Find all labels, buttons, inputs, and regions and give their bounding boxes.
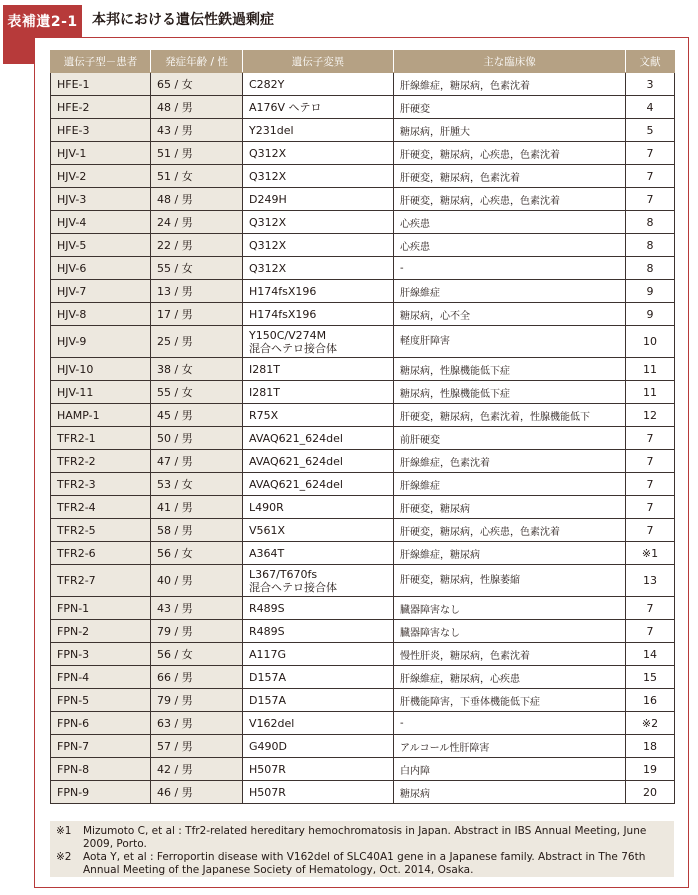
genotype-cell: HJV-5 xyxy=(51,234,151,257)
clinical-features-cell: 前肝硬変 xyxy=(394,427,626,450)
onset-age-sex-cell: 40 / 男 xyxy=(151,565,243,597)
clinical-features-cell: 慢性肝炎，糖尿病，色素沈着 xyxy=(394,643,626,666)
reference-cell: 9 xyxy=(626,303,675,326)
footnote-mark: ※1 xyxy=(56,825,72,837)
table-row xyxy=(51,735,675,758)
genotype-cell: FPN-5 xyxy=(51,689,151,712)
mutation-cell: I281T xyxy=(243,381,394,404)
table-number: 表補遺2-1 xyxy=(7,14,78,30)
onset-age-sex-cell: 38 / 女 xyxy=(151,358,243,381)
clinical-features-cell: 肝硬変，糖尿病，性腺萎縮 xyxy=(394,565,626,597)
onset-age-sex-cell: 56 / 女 xyxy=(151,643,243,666)
mutation-cell xyxy=(243,326,394,358)
reference-cell: 18 xyxy=(626,735,675,758)
mutation-cell: D157A xyxy=(243,689,394,712)
table-number-badge xyxy=(3,5,82,37)
clinical-features-cell: 肝線維症，色素沈着 xyxy=(394,450,626,473)
mutation-cell: Q312X xyxy=(243,142,394,165)
table-row xyxy=(51,597,675,620)
table-row xyxy=(51,165,675,188)
clinical-features-cell: 軽度肝障害 xyxy=(394,326,626,358)
genotype-cell: HJV-1 xyxy=(51,142,151,165)
mutation-cell: Q312X xyxy=(243,165,394,188)
mutation-cell: A117G xyxy=(243,643,394,666)
mutation-cell: L490R xyxy=(243,496,394,519)
genotype-cell: FPN-1 xyxy=(51,597,151,620)
onset-age-sex-cell: 55 / 女 xyxy=(151,257,243,280)
table-row xyxy=(51,188,675,211)
reference-cell: 15 xyxy=(626,666,675,689)
reference-cell: 7 xyxy=(626,450,675,473)
genotype-cell: HJV-11 xyxy=(51,381,151,404)
clinical-features-cell: 肝線維症 xyxy=(394,280,626,303)
reference-cell: ※2 xyxy=(626,712,675,735)
onset-age-sex-cell: 58 / 男 xyxy=(151,519,243,542)
onset-age-sex-cell: 25 / 男 xyxy=(151,326,243,358)
clinical-features-cell: 肝線維症，糖尿病，心疾患 xyxy=(394,666,626,689)
genotype-cell: TFR2-4 xyxy=(51,496,151,519)
genotype-cell: HJV-10 xyxy=(51,358,151,381)
genotype-cell: FPN-3 xyxy=(51,643,151,666)
onset-age-sex-cell: 79 / 男 xyxy=(151,689,243,712)
reference-cell: 5 xyxy=(626,119,675,142)
mutation-cell: C282Y xyxy=(243,73,394,96)
footnote xyxy=(56,825,668,851)
onset-age-sex-cell: 24 / 男 xyxy=(151,211,243,234)
clinical-features-cell: 糖尿病，肝腫大 xyxy=(394,119,626,142)
onset-age-sex-cell: 57 / 男 xyxy=(151,735,243,758)
genotype-cell: TFR2-1 xyxy=(51,427,151,450)
genotype-cell: FPN-2 xyxy=(51,620,151,643)
table-row xyxy=(51,643,675,666)
reference-cell: 7 xyxy=(626,473,675,496)
clinical-features-cell: 肝硬変，糖尿病，色素沈着，性腺機能低下 xyxy=(394,404,626,427)
onset-age-sex-cell: 22 / 男 xyxy=(151,234,243,257)
column-header: 発症年齢 / 性 xyxy=(151,51,243,73)
table-body xyxy=(51,73,675,804)
mutation-cell: H507R xyxy=(243,781,394,804)
clinical-features-cell: 肝硬変，糖尿病，心疾患，色素沈着 xyxy=(394,519,626,542)
mutation-cell: D249H xyxy=(243,188,394,211)
mutation-cell: V162del xyxy=(243,712,394,735)
reference-cell: 8 xyxy=(626,211,675,234)
footnote-mark: ※2 xyxy=(56,851,72,863)
mutation-cell: AVAQ621_624del xyxy=(243,450,394,473)
table-row xyxy=(51,473,675,496)
mutation-cell: Y231del xyxy=(243,119,394,142)
genotype-cell: TFR2-7 xyxy=(51,565,151,597)
mutation-cell: R489S xyxy=(243,620,394,643)
genotype-cell: TFR2-5 xyxy=(51,519,151,542)
footnote-text: Aota Y, et al : Ferroportin disease with V162del of SLC40A1 gene in a Japanese family. Abstract in The 76th Annual Meeting of the Japanese Society of Hematology, Oct. 2014, Osaka. xyxy=(83,851,646,876)
table-row xyxy=(51,781,675,804)
clinical-features-cell: 肝線維症，糖尿病，色素沈着 xyxy=(394,73,626,96)
onset-age-sex-cell: 43 / 男 xyxy=(151,597,243,620)
onset-age-sex-cell: 41 / 男 xyxy=(151,496,243,519)
table-row xyxy=(51,142,675,165)
clinical-features-cell: - xyxy=(394,712,626,735)
column-header: 主な臨床像 xyxy=(394,51,626,73)
column-header: 文献 xyxy=(626,51,675,73)
reference-cell: 10 xyxy=(626,326,675,358)
mutation-cell: Q312X xyxy=(243,234,394,257)
clinical-features-cell: 肝硬変，糖尿病，心疾患，色素沈着 xyxy=(394,188,626,211)
reference-cell: 7 xyxy=(626,142,675,165)
clinical-features-cell: アルコール性肝障害 xyxy=(394,735,626,758)
onset-age-sex-cell: 55 / 女 xyxy=(151,381,243,404)
mutation-cell: Q312X xyxy=(243,211,394,234)
onset-age-sex-cell: 43 / 男 xyxy=(151,119,243,142)
genotype-cell: HJV-3 xyxy=(51,188,151,211)
cell-line: 混合ヘテロ接合体 xyxy=(249,580,337,594)
mutation-cell: H174fsX196 xyxy=(243,280,394,303)
reference-cell: 11 xyxy=(626,358,675,381)
table-row xyxy=(51,280,675,303)
table-row xyxy=(51,234,675,257)
footnote-text: Mizumoto C, et al : Tfr2-related hereditary hemochromatosis in Japan. Abstract in IBS Annual Meeting, June 2009, Porto. xyxy=(83,825,647,850)
mutation-cell: R489S xyxy=(243,597,394,620)
genotype-cell: HJV-9 xyxy=(51,326,151,358)
mutation-cell: V561X xyxy=(243,519,394,542)
mutation-cell: Q312X xyxy=(243,257,394,280)
clinical-features-cell: 臓器障害なし xyxy=(394,620,626,643)
table-row xyxy=(51,427,675,450)
table-header-row xyxy=(51,51,675,73)
cell-line: 混合ヘテロ接合体 xyxy=(249,341,337,355)
table-row xyxy=(51,666,675,689)
genotype-cell: TFR2-6 xyxy=(51,542,151,565)
table-row xyxy=(51,542,675,565)
column-header: 遺伝子変異 xyxy=(243,51,394,73)
onset-age-sex-cell: 51 / 男 xyxy=(151,142,243,165)
table-row xyxy=(51,450,675,473)
mutation-cell: AVAQ621_624del xyxy=(243,473,394,496)
genotype-cell: HJV-6 xyxy=(51,257,151,280)
genotype-cell: FPN-8 xyxy=(51,758,151,781)
table-row xyxy=(51,119,675,142)
reference-cell: 7 xyxy=(626,519,675,542)
table-row xyxy=(51,303,675,326)
clinical-features-cell: 肝硬変 xyxy=(394,96,626,119)
reference-cell: 11 xyxy=(626,381,675,404)
onset-age-sex-cell: 50 / 男 xyxy=(151,427,243,450)
genotype-cell: FPN-7 xyxy=(51,735,151,758)
genotype-cell: HJV-4 xyxy=(51,211,151,234)
table-row xyxy=(51,712,675,735)
clinical-features-cell: 心疾患 xyxy=(394,211,626,234)
genotype-cell: HAMP-1 xyxy=(51,404,151,427)
reference-cell: 8 xyxy=(626,234,675,257)
hemochromatosis-table xyxy=(50,50,675,804)
onset-age-sex-cell: 63 / 男 xyxy=(151,712,243,735)
table-frame xyxy=(34,37,689,888)
onset-age-sex-cell: 53 / 女 xyxy=(151,473,243,496)
onset-age-sex-cell: 47 / 男 xyxy=(151,450,243,473)
table-row xyxy=(51,496,675,519)
reference-cell: 16 xyxy=(626,689,675,712)
onset-age-sex-cell: 46 / 男 xyxy=(151,781,243,804)
onset-age-sex-cell: 45 / 男 xyxy=(151,404,243,427)
onset-age-sex-cell: 79 / 男 xyxy=(151,620,243,643)
footnote xyxy=(56,851,668,877)
mutation-cell: H507R xyxy=(243,758,394,781)
clinical-features-cell: 糖尿病，心不全 xyxy=(394,303,626,326)
reference-cell: 7 xyxy=(626,165,675,188)
clinical-features-cell: 肝線維症，糖尿病 xyxy=(394,542,626,565)
onset-age-sex-cell: 66 / 男 xyxy=(151,666,243,689)
footnotes xyxy=(50,821,674,877)
clinical-features-cell: 糖尿病 xyxy=(394,781,626,804)
cell-line: L367/T670fs xyxy=(249,567,318,581)
clinical-features-cell: 肝硬変，糖尿病，色素沈着 xyxy=(394,165,626,188)
clinical-features-cell: 糖尿病，性腺機能低下症 xyxy=(394,358,626,381)
genotype-cell: HJV-7 xyxy=(51,280,151,303)
onset-age-sex-cell: 48 / 男 xyxy=(151,188,243,211)
table-row xyxy=(51,358,675,381)
reference-cell: 13 xyxy=(626,565,675,597)
genotype-cell: HFE-1 xyxy=(51,73,151,96)
reference-cell: 8 xyxy=(626,257,675,280)
mutation-cell: R75X xyxy=(243,404,394,427)
mutation-cell: A364T xyxy=(243,542,394,565)
table-row xyxy=(51,689,675,712)
table-row xyxy=(51,211,675,234)
genotype-cell: TFR2-3 xyxy=(51,473,151,496)
clinical-features-cell: 心疾患 xyxy=(394,234,626,257)
table-row xyxy=(51,565,675,597)
mutation-cell: D157A xyxy=(243,666,394,689)
reference-cell: 12 xyxy=(626,404,675,427)
column-header: 遺伝子型－患者 xyxy=(51,51,151,73)
genotype-cell: HJV-2 xyxy=(51,165,151,188)
reference-cell: 7 xyxy=(626,427,675,450)
clinical-features-cell: 肝機能障害，下垂体機能低下症 xyxy=(394,689,626,712)
genotype-cell: TFR2-2 xyxy=(51,450,151,473)
reference-cell: 7 xyxy=(626,620,675,643)
table-row xyxy=(51,257,675,280)
clinical-features-cell: 白内障 xyxy=(394,758,626,781)
reference-cell: 4 xyxy=(626,96,675,119)
reference-cell: 20 xyxy=(626,781,675,804)
reference-cell: 7 xyxy=(626,496,675,519)
onset-age-sex-cell: 56 / 女 xyxy=(151,542,243,565)
reference-cell: 19 xyxy=(626,758,675,781)
mutation-cell xyxy=(243,565,394,597)
badge-accent xyxy=(3,37,34,64)
table-row xyxy=(51,519,675,542)
genotype-cell: FPN-4 xyxy=(51,666,151,689)
genotype-cell: HFE-3 xyxy=(51,119,151,142)
onset-age-sex-cell: 13 / 男 xyxy=(151,280,243,303)
table-row xyxy=(51,73,675,96)
table-row xyxy=(51,381,675,404)
reference-cell: 14 xyxy=(626,643,675,666)
clinical-features-cell: 肝硬変，糖尿病 xyxy=(394,496,626,519)
mutation-cell: H174fsX196 xyxy=(243,303,394,326)
table-row xyxy=(51,96,675,119)
clinical-features-cell: 臓器障害なし xyxy=(394,597,626,620)
table-row xyxy=(51,758,675,781)
clinical-features-cell: 肝硬変，糖尿病，心疾患，色素沈着 xyxy=(394,142,626,165)
genotype-cell: FPN-9 xyxy=(51,781,151,804)
onset-age-sex-cell: 48 / 男 xyxy=(151,96,243,119)
reference-cell: 7 xyxy=(626,597,675,620)
clinical-features-cell: - xyxy=(394,257,626,280)
onset-age-sex-cell: 17 / 男 xyxy=(151,303,243,326)
genotype-cell: HFE-2 xyxy=(51,96,151,119)
reference-cell: ※1 xyxy=(626,542,675,565)
table-title: 本邦における遺伝性鉄過剰症 xyxy=(92,12,274,28)
reference-cell: 9 xyxy=(626,280,675,303)
cell-line: Y150C/V274M xyxy=(249,328,327,342)
mutation-cell: G490D xyxy=(243,735,394,758)
table-row xyxy=(51,620,675,643)
mutation-cell: A176V ヘテロ xyxy=(243,96,394,119)
reference-cell: 7 xyxy=(626,188,675,211)
genotype-cell: FPN-6 xyxy=(51,712,151,735)
genotype-cell: HJV-8 xyxy=(51,303,151,326)
clinical-features-cell: 糖尿病，性腺機能低下症 xyxy=(394,381,626,404)
onset-age-sex-cell: 51 / 女 xyxy=(151,165,243,188)
onset-age-sex-cell: 65 / 女 xyxy=(151,73,243,96)
onset-age-sex-cell: 42 / 男 xyxy=(151,758,243,781)
reference-cell: 3 xyxy=(626,73,675,96)
clinical-features-cell: 肝線維症 xyxy=(394,473,626,496)
mutation-cell: I281T xyxy=(243,358,394,381)
table-row xyxy=(51,326,675,358)
table-row xyxy=(51,404,675,427)
mutation-cell: AVAQ621_624del xyxy=(243,427,394,450)
